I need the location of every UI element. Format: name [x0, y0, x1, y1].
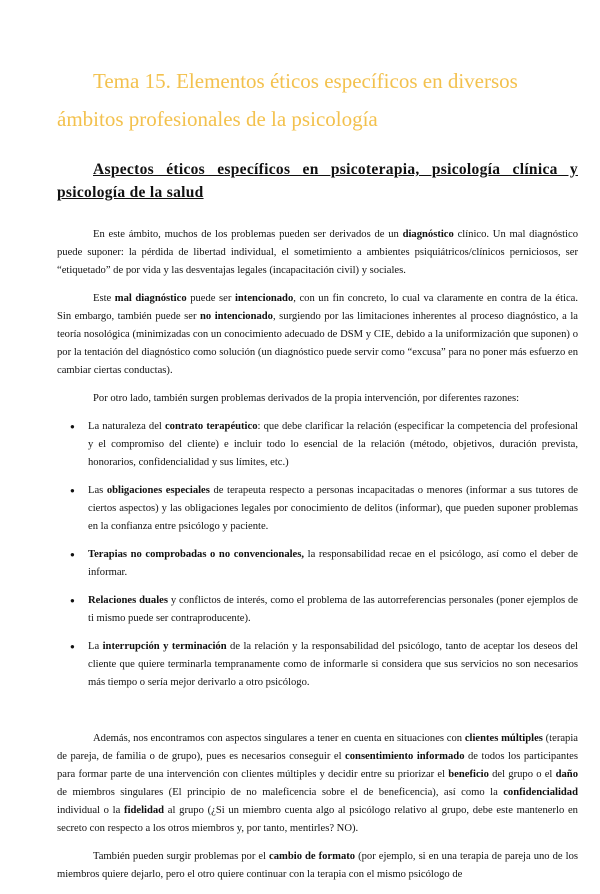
- bold-term: contrato terapéutico: [164, 421, 258, 432]
- bullet-icon: ●: [70, 596, 75, 605]
- bold-term: Relaciones duales: [88, 595, 168, 606]
- bullet-item: [57, 482, 578, 536]
- text-run: También pueden surgir problemas por el: [93, 851, 270, 862]
- bullet-icon: ●: [70, 486, 75, 495]
- text-run: , surgiendo por las limitaciones inherentes al proceso diagnóstico, a la teoría nosológica (minimizadas con un conocimiento adecuado de DSM y CIE, debido a la uniformización que suponen) o por la tentación del diagnóstico como solución (un diagnóstico puede servir como “excusa” para no poner más esfuerzo en cambiar ciertas conductas).: [57, 311, 578, 376]
- paragraph: [57, 848, 578, 884]
- bold-term: consentimiento informado: [345, 751, 465, 762]
- text-run: la responsabilidad recae en el psicólogo, así como el deber de informar.: [88, 549, 578, 578]
- text-run: y conflictos de interés, como el problema de las autorreferencias personales (poner ejemplos de ti mismo puede ser contraproducente).: [88, 595, 578, 624]
- text-run: Además, nos encontramos con aspectos singulares a tener en cuenta en situaciones con: [93, 733, 465, 744]
- bold-term: intencionado: [234, 293, 294, 304]
- bold-term: no intencionado: [200, 311, 273, 322]
- text-run: al grupo (¿Si un miembro cuenta algo al psicólogo relativo al grupo, debe este mantenerlo en secreto con respecto a los otros miembros y, por tanto, mentirles? NO).: [57, 805, 578, 834]
- text-run: (terapia de pareja, de familia o de grupo), pues es necesarios conseguir el: [57, 733, 578, 762]
- paragraph: [57, 390, 578, 408]
- bullet-item: [57, 638, 578, 692]
- bold-term: confidencialidad: [503, 787, 578, 798]
- text-run: clínico. Un mal diagnóstico puede suponer: la pérdida de libertad individual, el sometimiento a ambientes psiquiátricos/clínicos perniciosos, ser “etiquetado” de por vida y las desventajas legales (incapacitación civil) y sociales.: [57, 229, 578, 276]
- text-run: de miembros singulares (El principio de no maleficencia sobre el de beneficencia), así como la: [57, 787, 504, 798]
- bullet-list: [57, 418, 578, 692]
- bullet-icon: ●: [70, 422, 75, 431]
- text-run: , con un fin concreto, lo cual va claramente en contra de la ética. Sin embargo, también puede ser: [57, 293, 579, 322]
- text-run: individual o la: [57, 805, 125, 816]
- text-run: En este ámbito, muchos de los problemas pueden ser derivados de un: [93, 229, 403, 240]
- intro-paragraphs: [57, 226, 578, 408]
- paragraph: [57, 290, 578, 380]
- text-run: de terapeuta respecto a personas incapacitadas o menores (informar a sus tutores de ciertos aspectos) y las obligaciones legales por conocimiento de delitos (informar), que pueden suponer problemas en la confianza entre psicólogo y paciente.: [88, 485, 578, 532]
- bold-term: interrupción y terminación: [102, 641, 227, 652]
- paragraph: [57, 730, 578, 838]
- bold-term: obligaciones especiales: [106, 485, 210, 496]
- text-run: La naturaleza del: [88, 421, 165, 432]
- bold-term: diagnóstico: [402, 229, 454, 240]
- bullet-item: [57, 546, 578, 582]
- text-run: (por ejemplo, si en una terapia de pareja uno de los miembros quiere dejarlo, pero el otro quiere continuar con la terapia con el mismo psicólogo de: [57, 851, 578, 880]
- text-run: La: [88, 641, 103, 652]
- closing-paragraphs: [57, 730, 578, 884]
- bold-term: cambio de formato: [269, 851, 356, 862]
- text-run: : que debe clarificar la relación (especificar la competencia del profesional y el compromiso del cliente) e incluir todo lo esencial de la relación (método, objetivos, duración prevista, honorarios, confidencialidad y sus límites, etc.): [88, 421, 578, 468]
- text-run: del grupo o el: [488, 769, 556, 780]
- text-run: Por otro lado, también surgen problemas derivados de la propia intervención, por diferentes razones:: [93, 393, 520, 404]
- bullet-icon: ●: [70, 642, 75, 651]
- bold-term: daño: [555, 769, 578, 780]
- section-heading: [57, 158, 578, 204]
- text-run: Este: [93, 293, 115, 304]
- section-heading-text: Aspectos éticos específicos en psicoterapia, psicología clínica y psicología de la salud: [57, 161, 578, 201]
- text-run: puede ser: [186, 293, 235, 304]
- bold-term: clientes múltiples: [464, 733, 543, 744]
- bold-term: beneficio: [448, 769, 489, 780]
- bold-term: mal diagnóstico: [114, 293, 187, 304]
- bullet-item: [57, 418, 578, 472]
- text-run: de la relación y la responsabilidad del psicólogo, tanto de aceptar los deseos del cliente que quiere terminarla tempranamente como de informarle si considera que sus servicios no son necesarios más tiempo o sería mejor derivarlo a otro psicólogo.: [88, 641, 578, 688]
- paragraph: [57, 226, 578, 280]
- bullet-item: [57, 592, 578, 628]
- text-run: de todos los participantes para formar parte de una intervención con clientes múltiples y decidir entre su priorizar el: [57, 751, 578, 780]
- document-title: Tema 15. Elementos éticos específicos en diversos ámbitos profesionales de la psicología: [57, 69, 518, 131]
- bullet-icon: ●: [70, 550, 75, 559]
- bold-term: fidelidad: [124, 805, 165, 816]
- bold-term: Terapias no comprobadas o no convencionales,: [88, 549, 305, 560]
- document-page: [57, 62, 578, 894]
- text-run: Las: [88, 485, 107, 496]
